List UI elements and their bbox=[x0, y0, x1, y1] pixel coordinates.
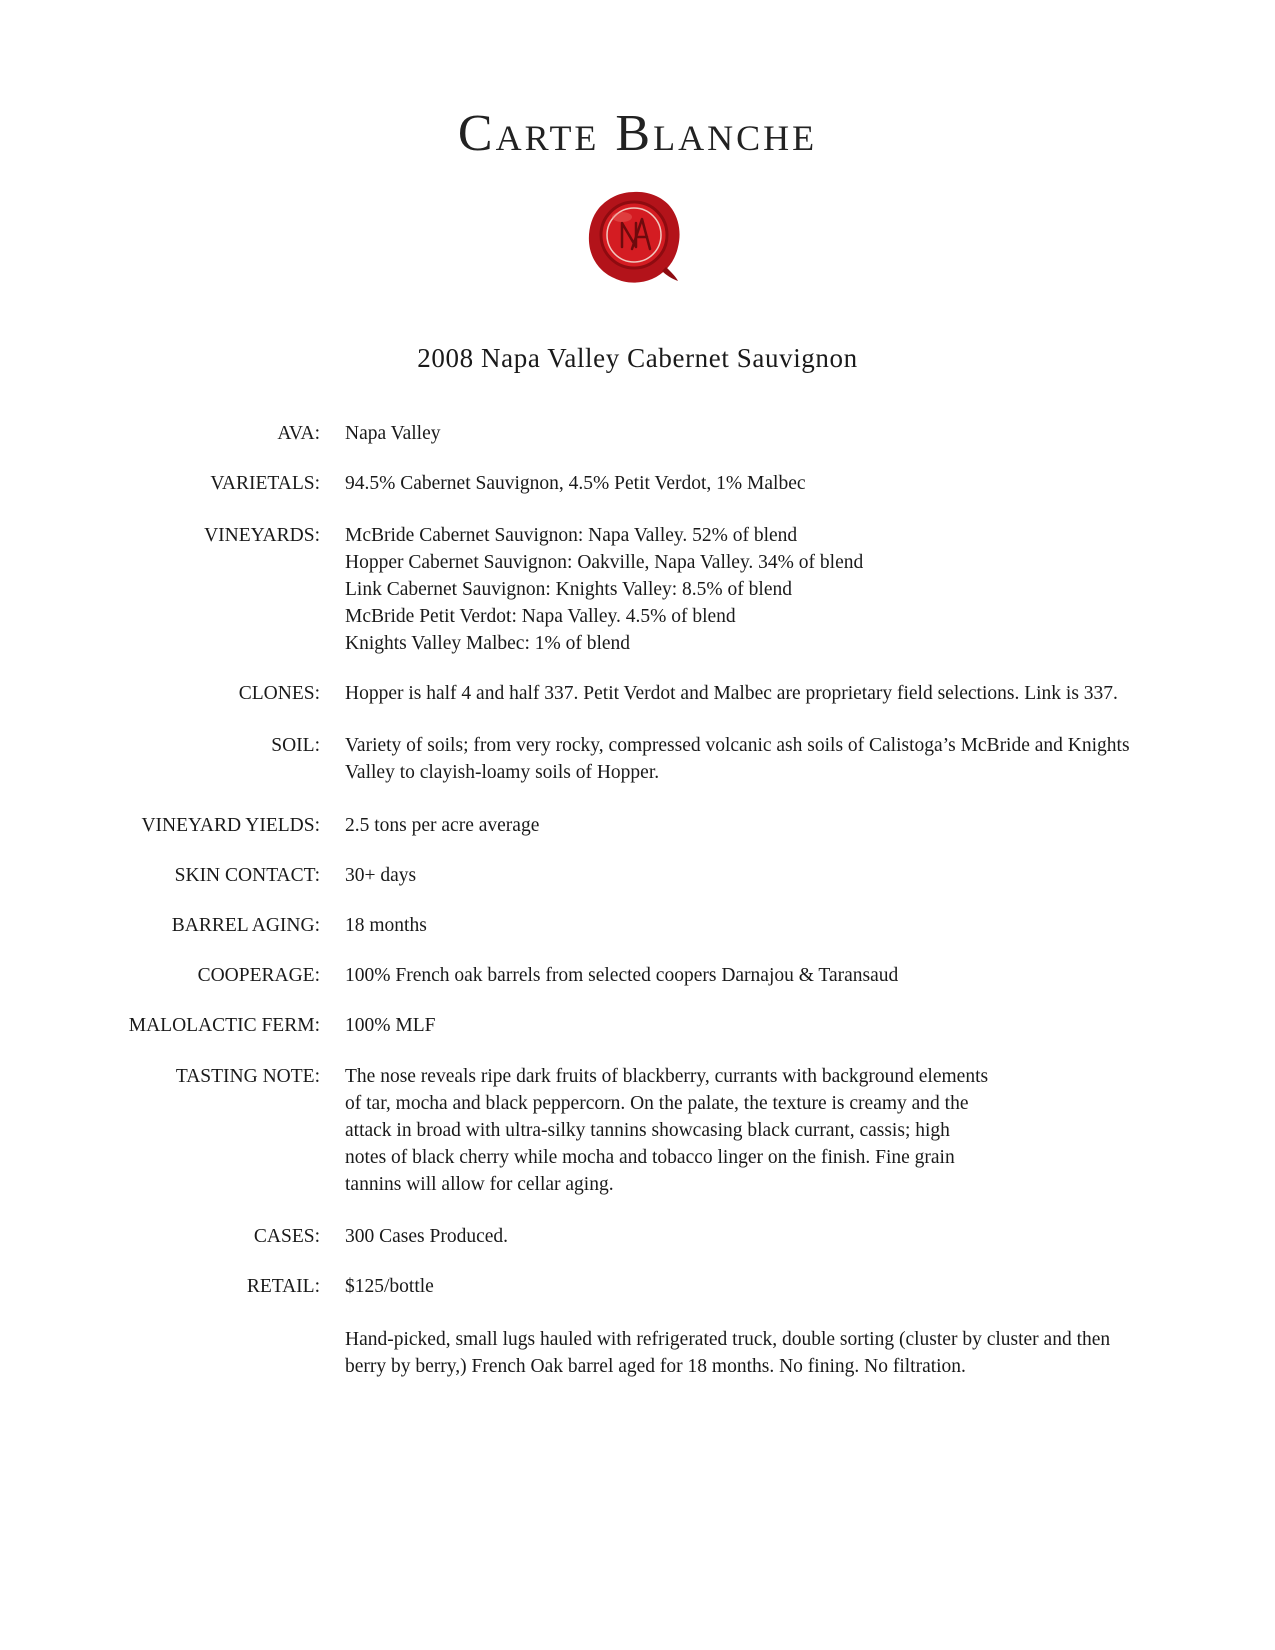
spec-label-cases: CASES: bbox=[253, 1226, 320, 1247]
spec-value-barrel-aging: 18 months bbox=[345, 915, 427, 936]
spec-row-retail bbox=[0, 1273, 1275, 1300]
spec-row-malolactic bbox=[0, 1012, 1275, 1039]
soil-line: Valley to clayish-loamy soils of Hopper. bbox=[345, 762, 660, 783]
spec-value-clones bbox=[345, 680, 1205, 707]
vineyard-line: Hopper Cabernet Sauvignon: Oakville, Napa Valley. 34% of blend bbox=[345, 552, 864, 573]
spec-value-vineyards bbox=[345, 522, 1205, 657]
spec-row-cooperage bbox=[0, 962, 1275, 989]
spec-value-tasting-note bbox=[345, 1063, 1205, 1198]
vineyard-line: Link Cabernet Sauvignon: Knights Valley: 8.5% of blend bbox=[345, 579, 792, 600]
spec-label-barrel-aging: BARREL AGING: bbox=[171, 915, 320, 936]
spec-label-cooperage: COOPERAGE: bbox=[197, 965, 320, 986]
spec-label-retail: RETAIL: bbox=[246, 1276, 320, 1297]
spec-value-malolactic: 100% MLF bbox=[345, 1015, 436, 1036]
tasting-note-line: notes of black cherry while mocha and tobacco linger on the finish. Fine grain bbox=[345, 1147, 955, 1168]
production-note bbox=[0, 1326, 1275, 1380]
spec-label-vineyard-yields: VINEYARD YIELDS: bbox=[141, 815, 320, 836]
spec-row-soil bbox=[0, 732, 1275, 786]
vineyard-line: McBride Cabernet Sauvignon: Napa Valley. 52% of blend bbox=[345, 525, 798, 546]
spec-row-clones bbox=[0, 680, 1275, 707]
production-note-text bbox=[345, 1326, 1205, 1380]
spec-row-varietals bbox=[0, 470, 1275, 497]
spec-value-cases: 300 Cases Produced. bbox=[345, 1226, 509, 1247]
spec-label-vineyards: VINEYARDS: bbox=[204, 525, 320, 546]
spec-row-vineyards bbox=[0, 522, 1275, 657]
soil-line: Variety of soils; from very rocky, compressed volcanic ash soils of Calistoga’s McBride and Knights bbox=[345, 735, 1130, 756]
tasting-note-line: The nose reveals ripe dark fruits of blackberry, currants with background elements bbox=[345, 1066, 989, 1087]
production-note-line: berry by berry,) French Oak barrel aged for 18 months. No fining. No filtration. bbox=[345, 1356, 966, 1377]
vineyard-line: Knights Valley Malbec: 1% of blend bbox=[345, 633, 631, 654]
clones-line: Hopper is half 4 and half 337. Petit Verdot and Malbec are proprietary field selections. Link is 337. bbox=[345, 683, 1118, 704]
spec-value-cooperage: 100% French oak barrels from selected coopers Darnajou & Taransaud bbox=[345, 965, 899, 986]
tasting-note-line: attack in broad with ultra-silky tannins showcasing black currant, cassis; high bbox=[345, 1120, 950, 1141]
spec-label-soil: SOIL: bbox=[271, 735, 320, 756]
tasting-note-line: of tar, mocha and black peppercorn. On the palate, the texture is creamy and the bbox=[345, 1093, 969, 1114]
spec-value-varietals: 94.5% Cabernet Sauvignon, 4.5% Petit Verdot, 1% Malbec bbox=[345, 473, 806, 494]
vineyard-line: McBride Petit Verdot: Napa Valley. 4.5% of blend bbox=[345, 606, 736, 627]
wax-seal-icon bbox=[586, 189, 682, 285]
spec-label-skin-contact: SKIN CONTACT: bbox=[174, 865, 320, 886]
spec-label-varietals: VARIETALS: bbox=[210, 473, 320, 494]
brand-logo: Carte Blanche bbox=[457, 105, 818, 162]
tasting-note-line: tannins will allow for cellar aging. bbox=[345, 1174, 614, 1195]
spec-label-clones: CLONES: bbox=[238, 683, 320, 704]
production-note-line: Hand-picked, small lugs hauled with refrigerated truck, double sorting (cluster by cluster and then bbox=[345, 1329, 1111, 1350]
spec-label-tasting-note: TASTING NOTE: bbox=[175, 1066, 320, 1087]
spec-row-cases bbox=[0, 1223, 1275, 1250]
spec-row-vineyard-yields bbox=[0, 812, 1275, 839]
wine-title: 2008 Napa Valley Cabernet Sauvignon bbox=[417, 343, 858, 373]
spec-label-malolactic: MALOLACTIC FERM: bbox=[128, 1015, 320, 1036]
spec-row-ava bbox=[0, 420, 1275, 447]
spec-value-ava: Napa Valley bbox=[345, 423, 441, 444]
spec-row-skin-contact bbox=[0, 862, 1275, 889]
spec-row-barrel-aging bbox=[0, 912, 1275, 939]
spec-value-retail: $125/bottle bbox=[345, 1276, 434, 1297]
spec-label-ava: AVA: bbox=[277, 423, 320, 444]
spec-row-tasting-note bbox=[0, 1063, 1275, 1198]
spec-value-vineyard-yields: 2.5 tons per acre average bbox=[345, 815, 540, 836]
spec-value-soil bbox=[345, 732, 1205, 786]
spec-value-skin-contact: 30+ days bbox=[345, 865, 417, 886]
